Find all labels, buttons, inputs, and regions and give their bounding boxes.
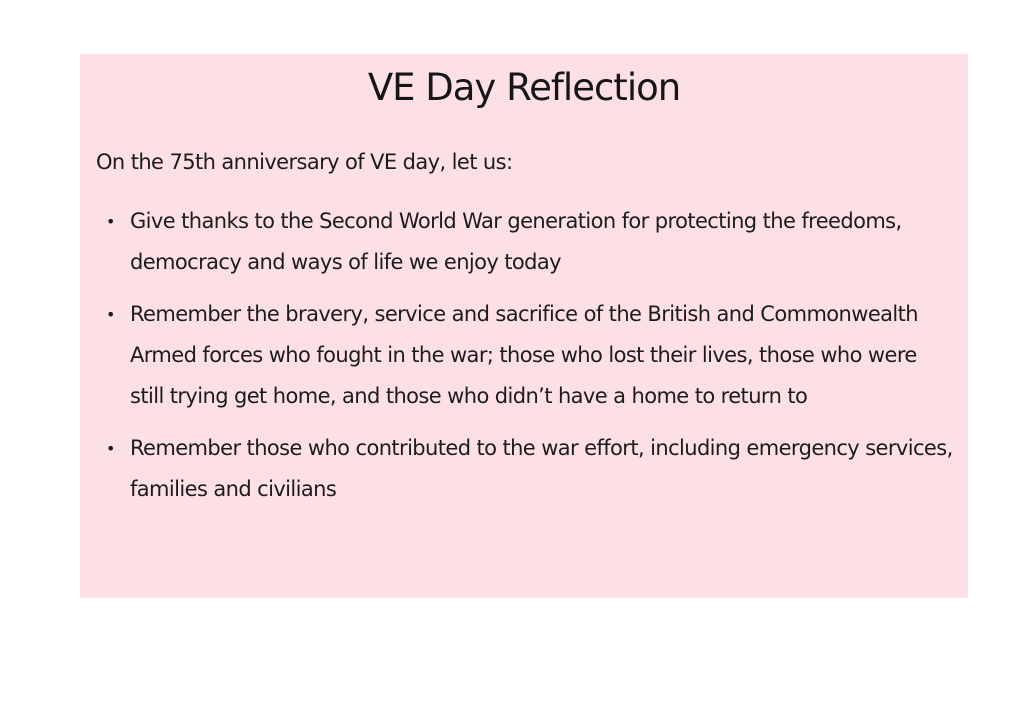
intro-text: On the 75th anniversary of VE day, let us: <box>96 150 513 174</box>
list-item-text: Remember the bravery, service and sacrifice of the British and Commonwealth Armed forces who fought in the war; those who lost their lives, those who were still trying get home, and those who didn’t have a home to return to <box>130 302 918 408</box>
list-item <box>106 201 956 283</box>
bullet-icon: • <box>106 439 115 458</box>
list-item-text: Give thanks to the Second World War generation for protecting the freedoms, democracy and ways of life we enjoy today <box>130 209 902 274</box>
list-item <box>106 428 956 510</box>
list-item-text: Remember those who contributed to the war effort, including emergency services, families and civilians <box>130 436 953 501</box>
reflection-card <box>80 54 968 598</box>
bullet-icon: • <box>106 212 115 231</box>
reflection-list <box>106 201 956 510</box>
bullet-icon: • <box>106 305 115 324</box>
document-title: VE Day Reflection <box>367 66 681 109</box>
list-item <box>106 294 956 417</box>
